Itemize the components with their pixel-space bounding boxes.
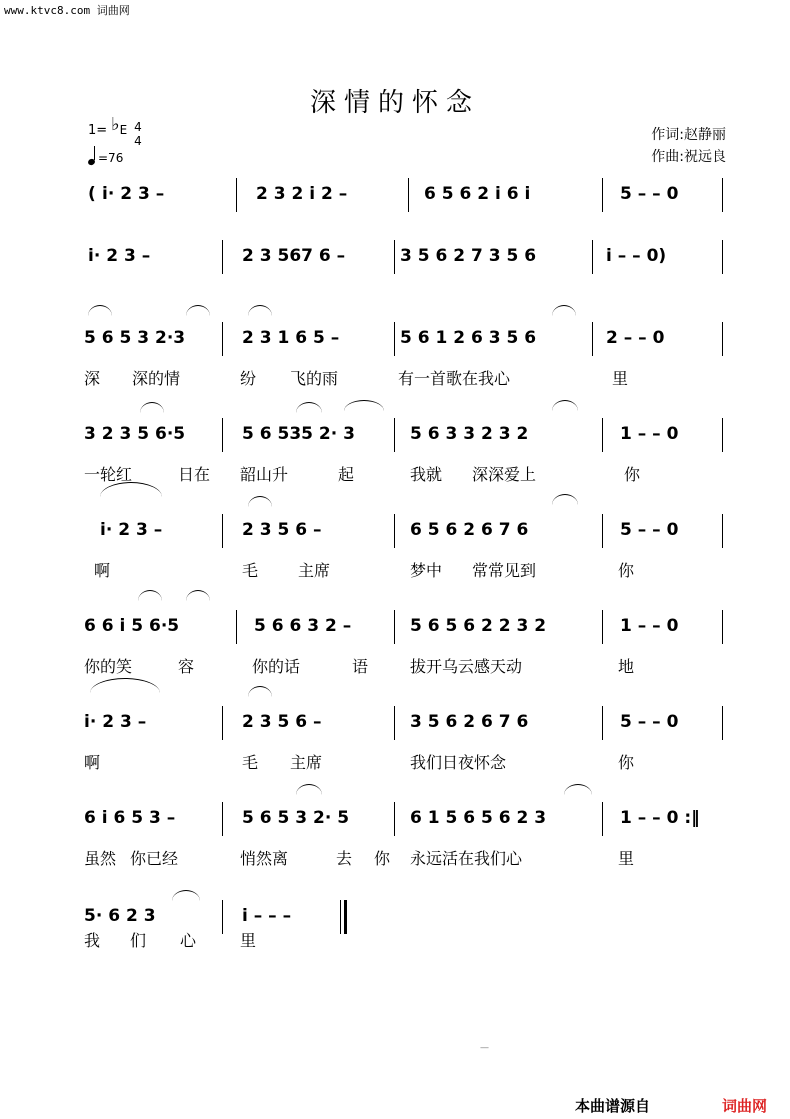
score-row-6 — [0, 610, 790, 654]
lyric: 容 — [178, 657, 195, 676]
score-row-1 — [0, 178, 790, 222]
barline — [722, 240, 723, 274]
source-label: 本曲谱源自 — [575, 1097, 651, 1115]
score-row-3 — [0, 322, 790, 366]
measure-2: 2 3 5 6 – — [242, 520, 322, 540]
barline — [222, 322, 223, 356]
score-row-7 — [0, 706, 790, 750]
lyric: 韶山升 — [240, 465, 289, 484]
measure-2: 5 6 5 3 2· 5 — [242, 808, 350, 828]
slur-mark — [186, 305, 210, 316]
barline — [722, 322, 723, 356]
measure-4: 1 – – 0 — [620, 424, 679, 444]
slur-mark — [186, 590, 210, 601]
slur-mark — [344, 400, 384, 411]
barline — [394, 240, 395, 274]
lyric: 你的话 — [252, 657, 301, 676]
lyric: 有一首歌在我心 — [398, 369, 511, 388]
slur-mark — [90, 678, 160, 693]
barline — [394, 322, 395, 356]
lyric: 梦中 — [410, 561, 443, 580]
barline — [722, 514, 723, 548]
lyric: 心 — [180, 931, 197, 950]
lyric: 深 — [84, 369, 101, 388]
barline — [222, 418, 223, 452]
final-barline — [340, 900, 341, 934]
lyric: 毛 — [242, 753, 259, 772]
lyric: 常常见到 — [472, 561, 537, 580]
tempo-mark — [88, 148, 123, 165]
barline — [602, 178, 603, 212]
lyric: 里 — [612, 369, 629, 388]
score-row-5 — [0, 514, 790, 558]
lyric: 们 — [130, 931, 147, 950]
measure-3: 5 6 3 3 2 3 2 — [410, 424, 529, 444]
lyric: 你 — [618, 753, 635, 772]
lyric: 起 — [338, 465, 355, 484]
key-signature — [88, 114, 128, 139]
measure-2: 2 3 567 6 – — [242, 246, 346, 266]
score-row-4 — [0, 418, 790, 462]
key-note: E — [119, 123, 128, 137]
slur-mark — [140, 402, 164, 413]
score-row-2 — [0, 240, 790, 284]
barline — [222, 802, 223, 836]
barline — [408, 178, 409, 212]
measure-4: 5 – – 0 — [620, 712, 679, 732]
measure-4: 1 – – 0 — [620, 616, 679, 636]
measure-4: 5 – – 0 — [620, 520, 679, 540]
barline — [222, 706, 223, 740]
lyric: 里 — [240, 931, 257, 950]
page-mark: — — [480, 1043, 489, 1053]
lyric: 毛 — [242, 561, 259, 580]
measure-2: 5 6 6 3 2 – — [254, 616, 352, 636]
lyric: 我 — [84, 931, 101, 950]
lyric: 一轮红 — [84, 465, 133, 484]
measure-1: 3 2 3 5 6·5 — [84, 424, 186, 444]
measure-3: 5 6 1 2 6 3 5 6 — [400, 328, 537, 348]
lyric: 日在 — [178, 465, 211, 484]
barline — [602, 610, 603, 644]
lyric: 我们日夜怀念 — [410, 753, 507, 772]
slur-mark — [248, 496, 272, 507]
lyric: 拔开乌云感天动 — [410, 657, 523, 676]
slur-mark — [296, 402, 322, 413]
song-title: 深情的怀念 — [309, 88, 480, 118]
slur-mark — [552, 305, 576, 316]
lyric: 你 — [374, 849, 391, 868]
measure-3: 3 5 6 2 7 3 5 6 — [400, 246, 537, 266]
time-signature — [132, 120, 144, 148]
score-row-8 — [0, 802, 790, 846]
slur-mark — [552, 494, 578, 505]
key-prefix: 1= — [88, 123, 108, 138]
tempo-value: =76 — [98, 151, 124, 165]
barline — [722, 610, 723, 644]
measure-1: 6 i 6 5 3 – — [84, 808, 176, 828]
measure-1: i· 2 3 – — [88, 246, 151, 266]
barline — [394, 418, 395, 452]
lyric: 去 — [336, 849, 353, 868]
measure-3: 3 5 6 2 6 7 6 — [410, 712, 529, 732]
measure-1: 6 6 i 5 6·5 — [84, 616, 180, 636]
lyric: 悄然离 — [240, 849, 289, 868]
site-logo-link[interactable]: 词曲网 — [722, 1097, 768, 1115]
lyric: 虽然 — [84, 849, 117, 868]
barline — [236, 610, 237, 644]
lyric: 纷 — [240, 369, 257, 388]
slur-mark — [138, 590, 162, 601]
barline — [592, 240, 593, 274]
flat-icon: ♭ — [111, 114, 120, 135]
time-bottom: 4 — [134, 134, 142, 148]
barline — [722, 418, 723, 452]
measure-3: 6 5 6 2 i 6 i — [424, 184, 531, 204]
measure-1: i· 2 3 – — [102, 184, 165, 204]
barline — [602, 706, 603, 740]
open-paren: ( — [88, 184, 96, 204]
lyricist: 作词:赵静丽 — [651, 127, 726, 143]
measure-4: 2 – – 0 — [606, 328, 665, 348]
lyric: 啊 — [84, 753, 101, 772]
lyric: 你的笑 — [84, 657, 133, 676]
slur-mark — [88, 305, 112, 316]
credits — [651, 124, 726, 168]
measure-3: 6 1 5 6 5 6 2 3 — [410, 808, 547, 828]
lyric: 地 — [618, 657, 635, 676]
lyric: 语 — [352, 657, 369, 676]
measure-1: 5 6 5 3 2·3 — [84, 328, 186, 348]
barline — [602, 514, 603, 548]
measure-1: i· 2 3 – — [100, 520, 163, 540]
barline — [722, 706, 723, 740]
slur-mark — [296, 784, 322, 795]
lyric: 啊 — [94, 561, 111, 580]
measure-2: i – – – — [242, 906, 292, 926]
lyric: 主席 — [290, 753, 323, 772]
barline — [222, 240, 223, 274]
slur-mark — [564, 784, 592, 795]
barline — [236, 178, 237, 212]
measure-3: 6 5 6 2 6 7 6 — [410, 520, 529, 540]
final-barline-thick — [344, 900, 347, 934]
lyric: 你已经 — [130, 849, 179, 868]
lyric: 深深爱上 — [472, 465, 537, 484]
barline — [602, 418, 603, 452]
lyric: 你 — [624, 465, 641, 484]
measure-3: 5 6 5 6 2 2 3 2 — [410, 616, 547, 636]
barline — [394, 706, 395, 740]
slur-mark — [248, 686, 272, 697]
slur-mark — [552, 400, 578, 411]
slur-mark — [248, 305, 272, 316]
measure-1: 5· 6 2 3 — [84, 906, 156, 926]
measure-2: 2 3 2 i 2 – — [256, 184, 348, 204]
measure-4: i – – 0) — [606, 246, 667, 266]
lyric: 飞的雨 — [290, 369, 339, 388]
measure-2: 5 6 535 2· 3 — [242, 424, 355, 444]
barline — [602, 802, 603, 836]
barline — [394, 610, 395, 644]
measure-2: 2 3 5 6 – — [242, 712, 322, 732]
measure-4: 5 – – 0 — [620, 184, 679, 204]
barline — [222, 514, 223, 548]
barline — [394, 514, 395, 548]
measure-4-repeat: 1 – – 0 :‖ — [620, 808, 700, 828]
score-row-9 — [0, 900, 790, 944]
lyric: 主席 — [298, 561, 331, 580]
site-watermark: www.ktvc8.com 词曲网 — [4, 4, 130, 17]
lyric: 我就 — [410, 465, 443, 484]
time-top: 4 — [134, 120, 142, 134]
composer: 作曲:祝远良 — [651, 149, 726, 165]
barline — [592, 322, 593, 356]
barline — [222, 900, 223, 934]
lyric: 里 — [618, 849, 635, 868]
measure-2: 2 3 1 6 5 – — [242, 328, 340, 348]
barline — [722, 178, 723, 212]
lyric: 你 — [618, 561, 635, 580]
lyric: 永远活在我们心 — [410, 849, 523, 868]
measure-1: i· 2 3 – — [84, 712, 147, 732]
barline — [394, 802, 395, 836]
note-stem — [94, 146, 95, 160]
lyric: 深的情 — [132, 369, 181, 388]
